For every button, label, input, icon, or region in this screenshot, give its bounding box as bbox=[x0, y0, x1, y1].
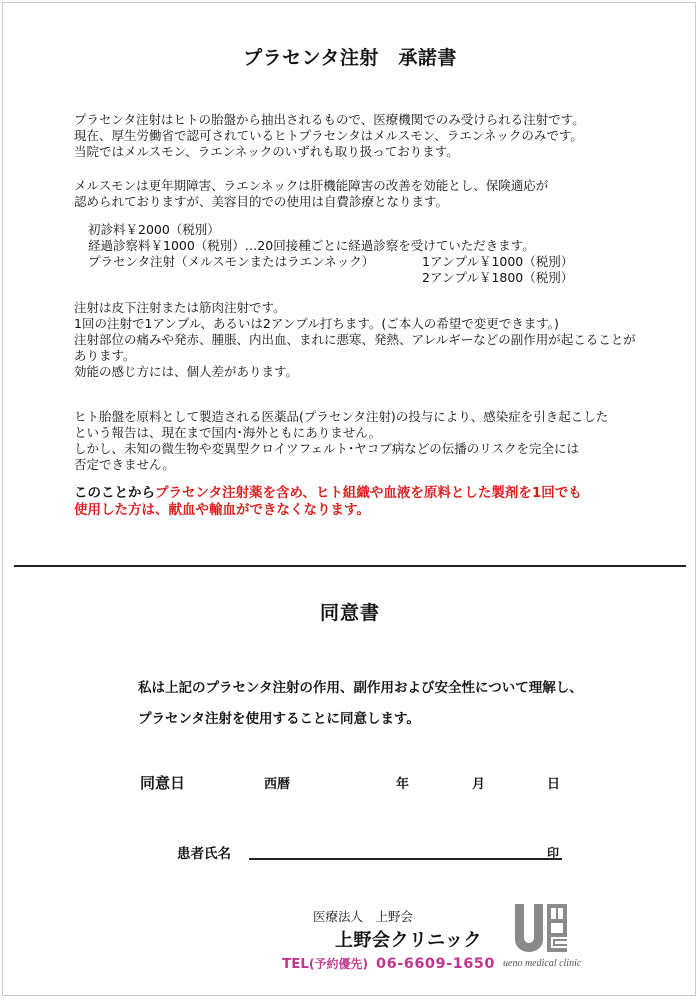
fee-price-2: 2アンプル￥1800（税別） bbox=[422, 270, 574, 285]
coverage-paragraph bbox=[74, 178, 548, 210]
coverage-line: メルスモンは更年期障害、ラエンネックは肝機能障害の改善を効能とし、保険適応が bbox=[74, 178, 549, 193]
clinic-name: 上野会クリニック bbox=[335, 930, 482, 951]
usage-line: あります。 bbox=[74, 348, 136, 363]
risk-line: ヒト胎盤を原料として製造される医薬品(プラセンタ注射)の投与により、感染症を引き起こした bbox=[74, 409, 609, 424]
fee-injection-label: プラセンタ注射（メルスモンまたはラエンネック） bbox=[88, 254, 375, 269]
clinic-logo-text: ueno medical clinic bbox=[503, 958, 582, 969]
day-label: 日 bbox=[547, 777, 561, 792]
coverage-line: 認められておりますが、美容目的での使用は自費診療となります。 bbox=[74, 194, 449, 209]
intro-line: プラセンタ注射はヒトの胎盤から抽出されるもので、医療機関でのみ受けられる注射です。 bbox=[74, 112, 585, 127]
consent-title: プラセンタ注射 承諾書 bbox=[243, 47, 457, 69]
clinic-telephone bbox=[282, 955, 495, 972]
usage-line: 1回の注射で1アンプル、あるいは2アンプル打ちます。(ご本人の希望で変更できます。) bbox=[74, 316, 559, 331]
fee-followup: 経過診察料￥1000（税別）…20回接種ごとに経過診察を受けていただきます。 bbox=[88, 238, 535, 253]
agreement-statement-1: 私は上記のプラセンタ注射の作用、副作用および安全性について理解し、 bbox=[138, 680, 583, 696]
fee-initial: 初診料￥2000（税別） bbox=[88, 222, 220, 237]
risk-line: 否定できません。 bbox=[74, 457, 175, 472]
risk-line: という報告は、現在まで国内･海外ともにありません。 bbox=[74, 425, 382, 440]
usage-line: 注射は皮下注射または筋肉注射です。 bbox=[74, 300, 286, 315]
tel-note: (予約優先) bbox=[309, 957, 369, 971]
consent-date-label: 同意日 bbox=[140, 774, 186, 792]
year-label: 年 bbox=[396, 777, 410, 792]
consent-date-row bbox=[0, 773, 700, 795]
month-label: 月 bbox=[472, 777, 486, 792]
warning-emphasis: プラセンタ注射薬を含め、ヒト組織や血液を原料とした製剤を1回でも bbox=[155, 485, 582, 501]
tel-label: TEL bbox=[282, 956, 310, 972]
tel-number: 06-6609-1650 bbox=[376, 956, 495, 972]
warning-conclusion: 使用した方は、献血や輸血ができなくなります。 bbox=[74, 502, 370, 518]
clinic-logo-icon bbox=[513, 904, 569, 952]
risk-line: しかし、未知の微生物や変異型クロイツフェルト･ヤコブ病などの伝播のリスクを完全には bbox=[74, 441, 580, 456]
fee-list bbox=[88, 222, 573, 286]
usage-line: 効能の感じ方には、個人差があります。 bbox=[74, 364, 299, 379]
warning-paragraph bbox=[74, 485, 582, 519]
section-divider bbox=[14, 565, 686, 567]
intro-line: 当院ではメルスモン、ラエンネックのいずれも取り扱っております。 bbox=[74, 144, 459, 159]
warning-line bbox=[74, 485, 582, 502]
fee-injection-row bbox=[88, 254, 573, 270]
fee-price-1: 1アンプル￥1000（税別） bbox=[422, 254, 574, 269]
clinic-corporation: 医療法人 上野会 bbox=[313, 909, 414, 924]
seal-label: 印 bbox=[547, 846, 560, 860]
intro-line: 現在、厚生労働省で認可されているヒトプラセンタはメルスモン、ラエンネックのみです。 bbox=[74, 128, 583, 143]
intro-paragraph bbox=[74, 112, 585, 160]
usage-paragraph bbox=[74, 300, 636, 380]
usage-line: 注射部位の痛みや発赤、腫脹、内出血、まれに悪寒、発熱、アレルギーなどの副作用が起こることが bbox=[74, 332, 636, 347]
patient-name-label: 患者氏名 bbox=[177, 846, 231, 862]
risk-paragraph bbox=[74, 409, 608, 473]
warning-lead: このことから bbox=[74, 485, 155, 501]
patient-name-signature-line bbox=[249, 858, 562, 860]
agreement-title: 同意書 bbox=[319, 602, 380, 624]
era-label: 西暦 bbox=[264, 777, 291, 792]
agreement-statement-2: プラセンタ注射を使用することに同意します。 bbox=[138, 711, 420, 727]
